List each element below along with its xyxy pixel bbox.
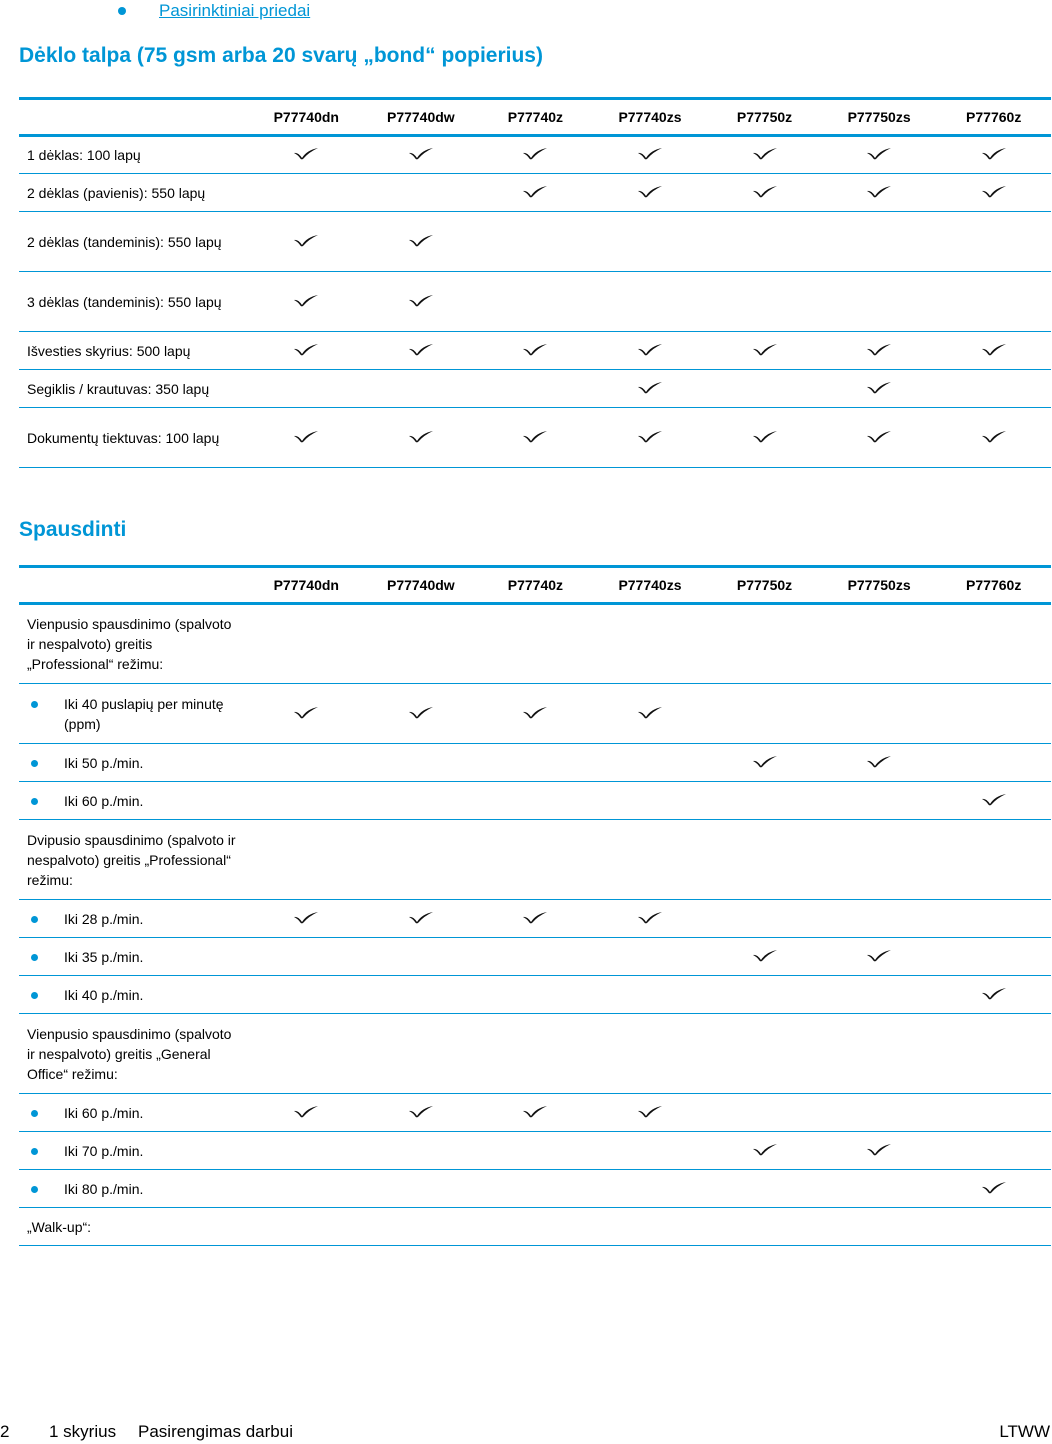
- cell-p77740z: [478, 1094, 593, 1132]
- checkmark-icon: [866, 430, 892, 443]
- checkmark-icon: [752, 430, 778, 443]
- bullet-icon: [31, 1148, 38, 1155]
- cell-p77750z: [707, 332, 822, 370]
- checkmark-icon: [637, 185, 663, 198]
- cell-p77740z: [478, 976, 593, 1014]
- model-header-p77760z: P77760z: [966, 109, 1022, 125]
- cell-p77750zs: [822, 604, 937, 684]
- bullet-icon: [31, 798, 38, 805]
- row-label-text: Iki 40 p./min.: [64, 986, 144, 1003]
- cell-p77760z: [936, 684, 1051, 744]
- table-row: [19, 1170, 1051, 1208]
- model-header-p77740zs: P77740zs: [618, 577, 682, 593]
- row-label: [19, 782, 249, 820]
- cell-p77740zs: [593, 1094, 708, 1132]
- table-row: [19, 1208, 1051, 1246]
- row-label: [19, 744, 249, 782]
- cell-p77740dw: [364, 332, 479, 370]
- cell-p77740dw: [364, 1132, 479, 1170]
- cell-p77760z: [936, 1014, 1051, 1094]
- table-row: [19, 136, 1051, 174]
- checkmark-icon: [293, 1105, 319, 1118]
- bullet-icon: [118, 7, 126, 15]
- cell-p77760z: [936, 782, 1051, 820]
- cell-p77740dw: [364, 174, 479, 212]
- cell-p77740dn: [249, 212, 364, 272]
- table-row: [19, 212, 1051, 272]
- model-header-p77740zs: P77740zs: [618, 109, 682, 125]
- row-label: Išvesties skyrius: 500 lapų: [19, 332, 249, 370]
- bullet-icon: [31, 992, 38, 999]
- cell-p77740dw: [364, 1094, 479, 1132]
- optional-accessories-link[interactable]: Pasirinktiniai priedai: [159, 1, 311, 20]
- cell-p77740z: [478, 272, 593, 332]
- cell-p77740dn: [249, 744, 364, 782]
- table-row: [19, 332, 1051, 370]
- row-label: [19, 684, 249, 744]
- cell-p77740dn: [249, 1014, 364, 1094]
- cell-p77740z: [478, 370, 593, 408]
- tray-capacity-table: [19, 97, 1051, 468]
- bullet-icon: [31, 954, 38, 961]
- cell-p77740dn: [249, 684, 364, 744]
- cell-p77750zs: [822, 900, 937, 938]
- cell-p77740dn: [249, 1094, 364, 1132]
- row-label: 2 dėklas (tandeminis): 550 lapų: [19, 212, 249, 272]
- row-label: [19, 976, 249, 1014]
- cell-p77750z: [707, 370, 822, 408]
- checkmark-icon: [408, 1105, 434, 1118]
- page-number: 2: [0, 1422, 10, 1441]
- cell-p77750z: [707, 976, 822, 1014]
- cell-p77750z: [707, 820, 822, 900]
- print-speed-table: [19, 565, 1051, 1246]
- cell-p77740z: [478, 820, 593, 900]
- cell-p77740dn: [249, 938, 364, 976]
- row-label: Vienpusio spausdinimo (spalvoto ir nespalvoto) greitis „Professional“ režimu:: [19, 604, 249, 684]
- checkmark-icon: [752, 147, 778, 160]
- cell-p77740dw: [364, 1014, 479, 1094]
- table-row: [19, 744, 1051, 782]
- row-label-text: Iki 35 p./min.: [64, 948, 144, 965]
- cell-p77760z: [936, 1208, 1051, 1246]
- cell-p77740dn: [249, 1208, 364, 1246]
- cell-p77740z: [478, 744, 593, 782]
- cell-p77740zs: [593, 1208, 708, 1246]
- cell-p77760z: [936, 1170, 1051, 1208]
- checkmark-icon: [522, 185, 548, 198]
- cell-p77740dn: [249, 408, 364, 468]
- checkmark-icon: [637, 381, 663, 394]
- cell-p77740zs: [593, 332, 708, 370]
- bullet-icon: [31, 1110, 38, 1117]
- cell-p77740z: [478, 1208, 593, 1246]
- checkmark-icon: [981, 343, 1007, 356]
- checkmark-icon: [293, 147, 319, 160]
- model-header-p77740dn: P77740dn: [273, 109, 339, 125]
- row-label-text: Iki 60 p./min.: [64, 1104, 144, 1121]
- cell-p77760z: [936, 408, 1051, 468]
- table-row: [19, 820, 1051, 900]
- cell-p77740z: [478, 136, 593, 174]
- bullet-icon: [31, 1186, 38, 1193]
- cell-p77740zs: [593, 782, 708, 820]
- optional-accessories-link-item: [118, 0, 310, 22]
- cell-p77750zs: [822, 332, 937, 370]
- cell-p77750z: [707, 1208, 822, 1246]
- model-header-p77740z: P77740z: [507, 577, 564, 593]
- checkmark-icon: [866, 147, 892, 160]
- table-header-row: [19, 567, 1051, 604]
- cell-p77750zs: [822, 370, 937, 408]
- checkmark-icon: [408, 294, 434, 307]
- row-label: [19, 1094, 249, 1132]
- cell-p77760z: [936, 136, 1051, 174]
- checkmark-icon: [752, 755, 778, 768]
- table-row: [19, 1094, 1051, 1132]
- checkmark-icon: [408, 430, 434, 443]
- cell-p77760z: [936, 938, 1051, 976]
- cell-p77760z: [936, 174, 1051, 212]
- checkmark-icon: [866, 381, 892, 394]
- cell-p77760z: [936, 976, 1051, 1014]
- cell-p77750zs: [822, 212, 937, 272]
- cell-p77760z: [936, 1094, 1051, 1132]
- cell-p77740dn: [249, 900, 364, 938]
- cell-p77740zs: [593, 272, 708, 332]
- print-heading: Spausdinti: [19, 518, 127, 541]
- bullet-icon: [31, 916, 38, 923]
- cell-p77740dw: [364, 684, 479, 744]
- cell-p77760z: [936, 744, 1051, 782]
- checkmark-icon: [408, 911, 434, 924]
- cell-p77750z: [707, 408, 822, 468]
- checkmark-icon: [752, 1143, 778, 1156]
- cell-p77760z: [936, 900, 1051, 938]
- row-label: Vienpusio spausdinimo (spalvoto ir nespalvoto) greitis „General Office“ režimu:: [19, 1014, 249, 1094]
- tray-capacity-heading: Dėklo talpa (75 gsm arba 20 svarų „bond“ popierius): [19, 44, 543, 67]
- table-row: [19, 782, 1051, 820]
- cell-p77740zs: [593, 174, 708, 212]
- cell-p77750zs: [822, 1170, 937, 1208]
- cell-p77740dn: [249, 976, 364, 1014]
- row-label: 2 dėklas (pavienis): 550 lapų: [19, 174, 249, 212]
- cell-p77740dw: [364, 1208, 479, 1246]
- cell-p77740z: [478, 408, 593, 468]
- cell-p77740dw: [364, 938, 479, 976]
- checkmark-icon: [522, 1105, 548, 1118]
- cell-p77740z: [478, 212, 593, 272]
- cell-p77740zs: [593, 938, 708, 976]
- cell-p77740dw: [364, 370, 479, 408]
- table-row: [19, 272, 1051, 332]
- cell-p77760z: [936, 370, 1051, 408]
- cell-p77740dw: [364, 782, 479, 820]
- chapter-label: 1 skyrius: [49, 1422, 117, 1441]
- cell-p77750z: [707, 900, 822, 938]
- table-row: [19, 684, 1051, 744]
- checkmark-icon: [637, 706, 663, 719]
- checkmark-icon: [408, 234, 434, 247]
- cell-p77740z: [478, 938, 593, 976]
- checkmark-icon: [752, 343, 778, 356]
- row-label: 1 dėklas: 100 lapų: [19, 136, 249, 174]
- checkmark-icon: [293, 706, 319, 719]
- cell-p77740dn: [249, 604, 364, 684]
- checkmark-icon: [637, 1105, 663, 1118]
- cell-p77740dw: [364, 820, 479, 900]
- row-label-text: Iki 70 p./min.: [64, 1142, 144, 1159]
- checkmark-icon: [408, 706, 434, 719]
- cell-p77740dn: [249, 820, 364, 900]
- cell-p77740zs: [593, 744, 708, 782]
- cell-p77740z: [478, 332, 593, 370]
- checkmark-icon: [522, 430, 548, 443]
- row-label-text: Iki 80 p./min.: [64, 1180, 144, 1197]
- model-header-p77750z: P77750z: [736, 109, 793, 125]
- cell-p77740dw: [364, 212, 479, 272]
- checkmark-icon: [866, 755, 892, 768]
- checkmark-icon: [293, 234, 319, 247]
- cell-p77740zs: [593, 1132, 708, 1170]
- cell-p77750zs: [822, 820, 937, 900]
- row-label-text: Iki 28 p./min.: [64, 910, 144, 927]
- checkmark-icon: [637, 911, 663, 924]
- cell-p77760z: [936, 212, 1051, 272]
- cell-p77740dw: [364, 604, 479, 684]
- table-header-row: [19, 99, 1051, 136]
- cell-p77750z: [707, 1170, 822, 1208]
- header-empty-cell: [19, 99, 249, 136]
- cell-p77740z: [478, 174, 593, 212]
- checkmark-icon: [522, 343, 548, 356]
- checkmark-icon: [981, 1181, 1007, 1194]
- cell-p77760z: [936, 272, 1051, 332]
- cell-p77750zs: [822, 1132, 937, 1170]
- row-label: Dvipusio spausdinimo (spalvoto ir nespalvoto) greitis „Professional“ režimu:: [19, 820, 249, 900]
- checkmark-icon: [866, 343, 892, 356]
- cell-p77740zs: [593, 684, 708, 744]
- cell-p77740dn: [249, 1132, 364, 1170]
- table-row: [19, 1014, 1051, 1094]
- checkmark-icon: [981, 185, 1007, 198]
- checkmark-icon: [637, 343, 663, 356]
- bullet-icon: [31, 701, 38, 708]
- checkmark-icon: [981, 987, 1007, 1000]
- cell-p77750z: [707, 174, 822, 212]
- cell-p77740zs: [593, 900, 708, 938]
- cell-p77750zs: [822, 174, 937, 212]
- checkmark-icon: [981, 793, 1007, 806]
- model-header-p77760z: P77760z: [966, 577, 1022, 593]
- checkmark-icon: [522, 706, 548, 719]
- chapter-title: Pasirengimas darbui: [138, 1422, 293, 1441]
- checkmark-icon: [752, 949, 778, 962]
- cell-p77740dn: [249, 272, 364, 332]
- cell-p77740dw: [364, 1170, 479, 1208]
- row-label: Dokumentų tiektuvas: 100 lapų: [19, 408, 249, 468]
- cell-p77740z: [478, 900, 593, 938]
- cell-p77750zs: [822, 1094, 937, 1132]
- checkmark-icon: [408, 343, 434, 356]
- cell-p77740zs: [593, 820, 708, 900]
- model-header-p77740dw: P77740dw: [386, 577, 455, 593]
- row-label-text: Iki 50 p./min.: [64, 754, 144, 771]
- cell-p77740dn: [249, 782, 364, 820]
- page-footer: [0, 1422, 1052, 1444]
- cell-p77740z: [478, 604, 593, 684]
- bullet-icon: [31, 760, 38, 767]
- checkmark-icon: [408, 147, 434, 160]
- cell-p77740dw: [364, 136, 479, 174]
- cell-p77740zs: [593, 976, 708, 1014]
- cell-p77740dn: [249, 370, 364, 408]
- cell-p77750zs: [822, 782, 937, 820]
- model-header-p77740dn: P77740dn: [273, 577, 339, 593]
- checkmark-icon: [293, 294, 319, 307]
- cell-p77750z: [707, 1094, 822, 1132]
- checkmark-icon: [981, 147, 1007, 160]
- checkmark-icon: [522, 147, 548, 160]
- cell-p77740z: [478, 1014, 593, 1094]
- checkmark-icon: [522, 911, 548, 924]
- cell-p77750z: [707, 604, 822, 684]
- table-row: [19, 976, 1051, 1014]
- table-row: [19, 1132, 1051, 1170]
- cell-p77750zs: [822, 684, 937, 744]
- table-row: [19, 900, 1051, 938]
- cell-p77740zs: [593, 1014, 708, 1094]
- checkmark-icon: [866, 1143, 892, 1156]
- cell-p77760z: [936, 1132, 1051, 1170]
- row-label: Segiklis / krautuvas: 350 lapų: [19, 370, 249, 408]
- cell-p77750z: [707, 744, 822, 782]
- row-label: [19, 1170, 249, 1208]
- cell-p77740zs: [593, 408, 708, 468]
- cell-p77740dn: [249, 1170, 364, 1208]
- cell-p77740z: [478, 1132, 593, 1170]
- cell-p77750z: [707, 1132, 822, 1170]
- cell-p77740dw: [364, 408, 479, 468]
- cell-p77750z: [707, 212, 822, 272]
- language-code: LTWW: [999, 1422, 1050, 1441]
- cell-p77750z: [707, 684, 822, 744]
- cell-p77750z: [707, 938, 822, 976]
- row-label-text: Iki 60 p./min.: [64, 792, 144, 809]
- model-header-p77740dw: P77740dw: [386, 109, 455, 125]
- cell-p77750zs: [822, 408, 937, 468]
- checkmark-icon: [293, 911, 319, 924]
- cell-p77750z: [707, 136, 822, 174]
- model-header-p77740z: P77740z: [507, 109, 564, 125]
- cell-p77740zs: [593, 1170, 708, 1208]
- row-label: [19, 938, 249, 976]
- row-label: [19, 1132, 249, 1170]
- table-row: [19, 604, 1051, 684]
- checkmark-icon: [866, 185, 892, 198]
- checkmark-icon: [981, 430, 1007, 443]
- cell-p77740zs: [593, 212, 708, 272]
- cell-p77740dw: [364, 744, 479, 782]
- table-row: [19, 938, 1051, 976]
- header-empty-cell: [19, 567, 249, 604]
- table-row: [19, 408, 1051, 468]
- cell-p77750zs: [822, 272, 937, 332]
- cell-p77750zs: [822, 136, 937, 174]
- checkmark-icon: [293, 343, 319, 356]
- cell-p77760z: [936, 820, 1051, 900]
- checkmark-icon: [637, 147, 663, 160]
- row-label: „Walk-up“:: [19, 1208, 249, 1246]
- row-label: [19, 900, 249, 938]
- cell-p77750z: [707, 1014, 822, 1094]
- table-row: [19, 174, 1051, 212]
- cell-p77740dw: [364, 976, 479, 1014]
- model-header-p77750zs: P77750zs: [847, 577, 911, 593]
- cell-p77740zs: [593, 604, 708, 684]
- cell-p77740dn: [249, 136, 364, 174]
- model-header-p77750z: P77750z: [736, 577, 793, 593]
- checkmark-icon: [752, 185, 778, 198]
- cell-p77750zs: [822, 744, 937, 782]
- checkmark-icon: [866, 949, 892, 962]
- cell-p77750zs: [822, 976, 937, 1014]
- cell-p77740dw: [364, 272, 479, 332]
- table-row: [19, 370, 1051, 408]
- cell-p77740zs: [593, 136, 708, 174]
- cell-p77740dn: [249, 174, 364, 212]
- checkmark-icon: [637, 430, 663, 443]
- cell-p77760z: [936, 332, 1051, 370]
- cell-p77750z: [707, 272, 822, 332]
- cell-p77740z: [478, 782, 593, 820]
- checkmark-icon: [293, 430, 319, 443]
- cell-p77750zs: [822, 938, 937, 976]
- cell-p77740dn: [249, 332, 364, 370]
- cell-p77750zs: [822, 1014, 937, 1094]
- cell-p77750z: [707, 782, 822, 820]
- cell-p77760z: [936, 604, 1051, 684]
- cell-p77740z: [478, 684, 593, 744]
- cell-p77740z: [478, 1170, 593, 1208]
- cell-p77750zs: [822, 1208, 937, 1246]
- row-label-text: Iki 40 puslapių per minutę (ppm): [64, 695, 224, 732]
- cell-p77740zs: [593, 370, 708, 408]
- cell-p77740dw: [364, 900, 479, 938]
- row-label: 3 dėklas (tandeminis): 550 lapų: [19, 272, 249, 332]
- model-header-p77750zs: P77750zs: [847, 109, 911, 125]
